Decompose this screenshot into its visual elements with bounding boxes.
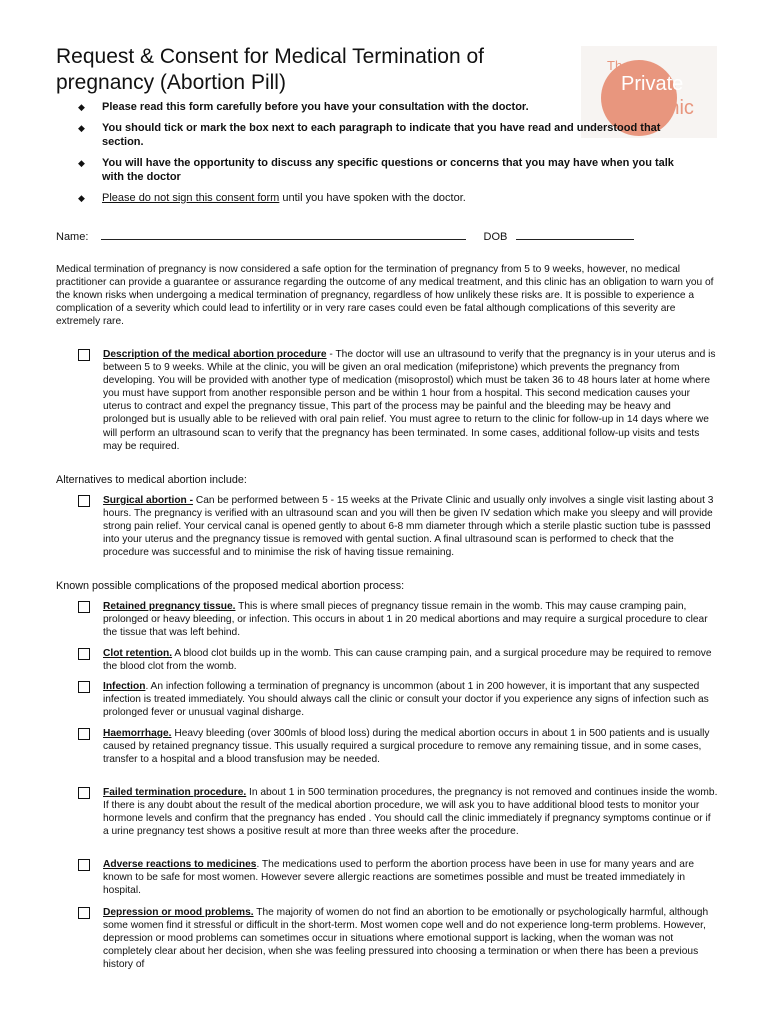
retained-checkbox[interactable] (78, 601, 90, 613)
item-text: - The doctor will use an ultrasound to verify that the pregnancy is in your uterus and is between 5 to 9 weeks. While at the clinic, you will be given an oral medication (mifepristone) which prevents the pregnancy from developing. You will be provided with another type of medication (misoprostol) which must be taken 36 to 48 hours later at home where you must have support from another responsible person and be within 1 hour from a hospital. This second medication causes your uterus to contract and expel the pregnancy tissue, This part of the process may be painful and the bleeding may be heavy and prolonged but is usually able to be relieved with oral pain relief. You must agree to return to the clinic for follow-up in 14 days where we will perform an ultrasound scan to verify that the pregnancy has been terminated. In some cases, additional follow-up visits and tests may be required. (103, 349, 716, 452)
instruction-text: You will have the opportunity to discuss any specific questions or concerns that you may have when you talk with the doctor (102, 157, 674, 183)
intro-paragraph: Medical termination of pregnancy is now considered a safe option for the termination of pregnancy from 5 to 9 weeks, however, no medical practitioner can provide a guarantee or assurance regarding the outcome of any medical treatment, and this clinic has an obligation to warn you of the known risks when undergoing a medical termination of pregnancy, regardless of how unlikely these risks are. It is possible to experience a complication of a severity which could lead to infertility or in very rare cases could even be fatal although complications of this severity are extremely rare. (56, 264, 714, 328)
item-heading: Depression or mood problems. (103, 907, 254, 918)
clot-item (78, 647, 718, 673)
depression-item (78, 906, 718, 971)
instruction-text: You should tick or mark the box next to each paragraph to indicate that you have read and understood that section. (102, 122, 661, 148)
item-heading: Infection (103, 681, 146, 692)
bullet-icon: ◆ (78, 102, 85, 112)
item-text: . The medications used to perform the abortion process have been in use for many years and are known to be safe for most women. However severe allergic reactions are sometimes possible and must be treated immediately in hospital. (103, 859, 695, 897)
complications-heading: Known possible complications of the proposed medical abortion process: (56, 580, 405, 592)
infection-checkbox[interactable] (78, 681, 90, 693)
page-title: Request & Consent for Medical Termination of pregnancy (Abortion Pill) (56, 45, 484, 94)
depression-checkbox[interactable] (78, 907, 90, 919)
name-field[interactable] (101, 230, 466, 240)
instruction-item (78, 191, 698, 205)
item-heading: Retained pregnancy tissue. (103, 601, 236, 612)
bullet-icon: ◆ (78, 123, 85, 133)
dob-label: DOB (483, 231, 508, 243)
adverse-item (78, 858, 718, 897)
item-heading: Haemorrhage. (103, 728, 172, 739)
description-checkbox[interactable] (78, 349, 90, 361)
name-label: Name: (56, 231, 89, 243)
item-heading: Failed termination procedure. (103, 787, 247, 798)
instruction-item (78, 100, 698, 114)
item-heading: Clot retention. (103, 648, 173, 659)
item-text: Heavy bleeding (over 300mls of blood loss) during the medical abortion occurs in about 1 in 500 patients and is usually caused by retained pregnancy tissue. This usually required a surgical procedure to remove any remaining tissue, and in some cases, transfer to a hospital and a blood transfusion may be needed. (103, 728, 710, 766)
item-text: In about 1 in 500 termination procedures, the pregnancy is not removed and continues inside the womb. If there is any doubt about the result of the medical abortion procedure, we will ask you to have additional blood tests to monitor your hormone levels and confirm that the pregnancy has ended . You should call the clinic immediately if pregnancy symptoms continue or if a urine pregnancy test shows a positive result at more than three weeks after the procedure. (103, 787, 718, 838)
item-heading: Description of the medical abortion procedure (103, 349, 327, 360)
haemorrhage-item (78, 727, 718, 766)
alternatives-heading: Alternatives to medical abortion include: (56, 474, 247, 486)
instruction-text: until you have spoken with the doctor. (279, 192, 466, 204)
item-text: Can be performed between 5 - 15 weeks at the Private Clinic and usually only involves a single visit lasting about 3 hours. The pregnancy is verified with an ultrasound scan and you will then be given IV sedation which make you sleepy and will provide strong pain relief. Your cervical canal is opened gently to about 6-8 mm diameter through which a sterile plastic suction tube is passsed into your uterus and the pregnancy tissue is removed with gental suction. A final ultrasound scan is performed to check that the procedure was successful and to minimise the risk of having tissue remaining. (103, 495, 714, 559)
bullet-icon: ◆ (78, 193, 85, 203)
haemorrhage-checkbox[interactable] (78, 728, 90, 740)
dob-field[interactable] (516, 230, 634, 240)
instructions-list (78, 100, 698, 212)
clot-checkbox[interactable] (78, 648, 90, 660)
surgical-item (78, 494, 718, 559)
item-text: A blood clot builds up in the womb. This can cause cramping pain, and a surgical procedure may be required to remove the blood clot from the womb. (103, 648, 712, 673)
item-text: The majority of women do not find an abortion to be emotionally or psychologically harmful, although some women find it stressful or difficult in the short-term. Most women cope well and do not experience long-term problems. However, depression or mood problems can sometimes occur in situations where emotional support is lacking, when the woman was not completely clear about her decision, when she was feeling pressured into choosing a termination or when there has been a previous history of (103, 907, 709, 971)
item-text: . An infection following a termination of pregnancy is uncommon (about 1 in 200 however, it is important that any suspected infection is treated immediately. You should always call the clinic or consult your doctor if you experience any signs of infection such as prolonged fever or unusual vaginal disharge. (103, 681, 709, 719)
instruction-item (78, 156, 698, 184)
bullet-icon: ◆ (78, 158, 85, 168)
infection-item (78, 680, 718, 719)
item-heading: Adverse reactions to medicines (103, 859, 257, 870)
failed-item (78, 786, 718, 838)
retained-item (78, 600, 718, 639)
logo-line1: The (607, 58, 630, 73)
logo-line3: Clinic (645, 97, 694, 119)
description-item (78, 348, 718, 453)
item-text: This is where small pieces of pregnancy tissue remain in the womb. This may cause cramping pain, prolonged or heavy bleeding, or infection. This occurs in about 1 in 20 medical abortions and may require a surgical procedure to clear the tissue that was left behind. (103, 601, 708, 639)
logo-line2: Private (621, 73, 684, 95)
instruction-emphasis: Please do not sign this consent form (102, 192, 280, 204)
name-dob-row (56, 230, 634, 244)
surgical-checkbox[interactable] (78, 495, 90, 507)
instruction-item (78, 121, 698, 149)
adverse-checkbox[interactable] (78, 859, 90, 871)
failed-checkbox[interactable] (78, 787, 90, 799)
item-heading: Surgical abortion - (103, 495, 193, 506)
instruction-text: Please read this form carefully before you have your consultation with the doctor. (102, 101, 529, 113)
